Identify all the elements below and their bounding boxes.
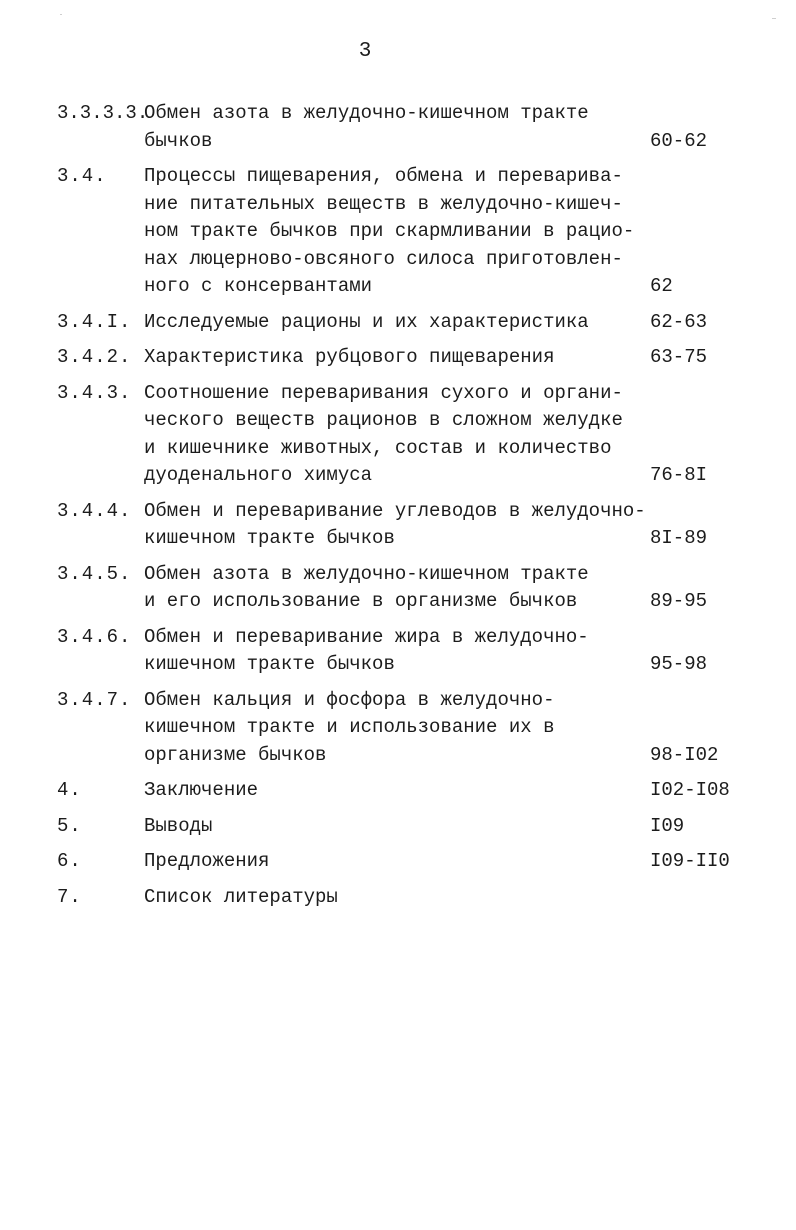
toc-entry-title-line: Обмен азота в желудочно-кишечном тракте <box>144 562 589 585</box>
toc-entry-pages: 95-98 <box>650 653 708 675</box>
toc-entry-title-line: ние питательных веществ в желудочно-кишеч- <box>144 192 623 215</box>
toc-entry-title-line: Предложения <box>144 850 270 872</box>
toc-entry-title-line: Исследуемые рационы и их характеристика <box>144 310 589 333</box>
toc-entry-number: 3.4.3. <box>57 381 132 404</box>
toc-entry-number: 3.3.3.3. <box>57 102 149 124</box>
toc-entry-number: 3.4.6. <box>57 625 132 648</box>
toc-entry-title <box>144 309 614 337</box>
toc-entry-pages: 76-8I <box>650 464 708 486</box>
toc-entry-number: 3.4.I. <box>57 310 132 333</box>
toc-entry-pages: 60-62 <box>650 129 708 152</box>
toc-entry-title-line: нах люцерново-овсяного силоса приготовлен- <box>144 247 623 270</box>
toc-entry-number: 5. <box>57 814 82 837</box>
toc-entry-title-line: ном тракте бычков при скармливании в рацио- <box>144 220 635 242</box>
toc-entry-number: 6. <box>57 850 82 872</box>
toc-entry-title <box>144 561 614 616</box>
toc-entry-title <box>144 777 614 805</box>
toc-entry-4 <box>57 777 737 805</box>
toc-entry-title-line: и его использование в организме бычков <box>144 590 578 612</box>
toc-entry-title-line: Заключение <box>144 779 259 801</box>
toc-entry-pages: 8I-89 <box>650 527 708 549</box>
scan-speck <box>772 18 776 19</box>
toc-entry-3-4-3 <box>57 380 737 490</box>
toc-entry-3-4-2 <box>57 344 737 372</box>
toc-entry-title-line: и кишечнике животных, состав и количество <box>144 436 612 459</box>
toc-entry-3-4-6 <box>57 624 737 679</box>
toc-entry-title <box>144 100 614 155</box>
toc-entry-title-line: Характеристика рубцового пищеварения <box>144 346 555 368</box>
toc-entry-title <box>144 884 614 912</box>
toc-entry-title <box>144 813 614 841</box>
toc-entry-pages: 89-95 <box>650 590 708 612</box>
toc-entry-title-line: Соотношение переваривания сухого и органи- <box>144 381 623 404</box>
toc-entry-number: 3.4. <box>57 165 107 187</box>
toc-entry-7 <box>57 884 737 912</box>
toc-entry-pages: 63-75 <box>650 346 708 368</box>
toc-entry-5 <box>57 813 737 841</box>
toc-entry-title <box>144 624 614 679</box>
toc-entry-pages: 98-I02 <box>650 743 719 766</box>
toc-entry-3-4-7 <box>57 687 737 770</box>
toc-entry-title <box>144 344 614 372</box>
toc-entry-number: 3.4.2. <box>57 346 132 368</box>
toc-entry-pages: I02-I08 <box>650 779 730 801</box>
toc-entry-title-line: дуоденального химуса <box>144 464 373 486</box>
toc-entry-pages: I09-II0 <box>650 850 730 872</box>
toc-entry-title-line: Обмен и переваривание углеводов в желудочно- <box>144 499 646 522</box>
table-of-contents <box>57 100 737 919</box>
toc-entry-3-4-1 <box>57 309 737 337</box>
toc-entry-title-line: кишечном тракте и использование их в <box>144 716 555 738</box>
toc-entry-number: 4. <box>57 779 82 801</box>
toc-entry-3-4-5 <box>57 561 737 616</box>
page-number: 3 <box>358 40 372 63</box>
toc-entry-title <box>144 848 614 876</box>
toc-entry-3-4 <box>57 163 737 301</box>
toc-entry-title-line: бычков <box>144 129 213 152</box>
toc-entry-number: 3.4.5. <box>57 562 132 585</box>
toc-entry-title-line: Обмен кальция и фосфора в желудочно- <box>144 688 555 711</box>
toc-entry-title-line: Список литературы <box>144 885 338 908</box>
toc-entry-title-line: Обмен и переваривание жира в желудочно- <box>144 625 589 648</box>
toc-entry-pages: 62 <box>650 275 673 297</box>
toc-entry-pages: I09 <box>650 814 685 837</box>
toc-entry-title-line: кишечном тракте бычков <box>144 653 395 675</box>
toc-entry-title-line: ческого веществ рационов в сложном желудке <box>144 409 623 431</box>
toc-entry-6 <box>57 848 737 876</box>
toc-entry-title-line: ного с консервантами <box>144 275 373 297</box>
toc-entry-title <box>144 163 635 301</box>
toc-entry-number: 7. <box>57 885 82 908</box>
toc-entry-3-4-4 <box>57 498 737 553</box>
toc-entry-3-3-3-3 <box>57 100 737 155</box>
toc-entry-title <box>144 498 646 553</box>
toc-entry-pages: 62-63 <box>650 310 708 333</box>
toc-entry-title <box>144 687 614 770</box>
toc-entry-title-line: организме бычков <box>144 743 327 766</box>
toc-entry-title-line: кишечном тракте бычков <box>144 527 395 549</box>
toc-entry-number: 3.4.4. <box>57 499 132 522</box>
toc-entry-number: 3.4.7. <box>57 688 132 711</box>
toc-entry-title-line: Процессы пищеварения, обмена и переварива- <box>144 165 623 187</box>
scan-speck <box>60 14 62 15</box>
toc-entry-title-line: Обмен азота в желудочно-кишечном тракте <box>144 102 589 124</box>
toc-entry-title-line: Выводы <box>144 814 213 837</box>
toc-entry-title <box>144 380 623 490</box>
